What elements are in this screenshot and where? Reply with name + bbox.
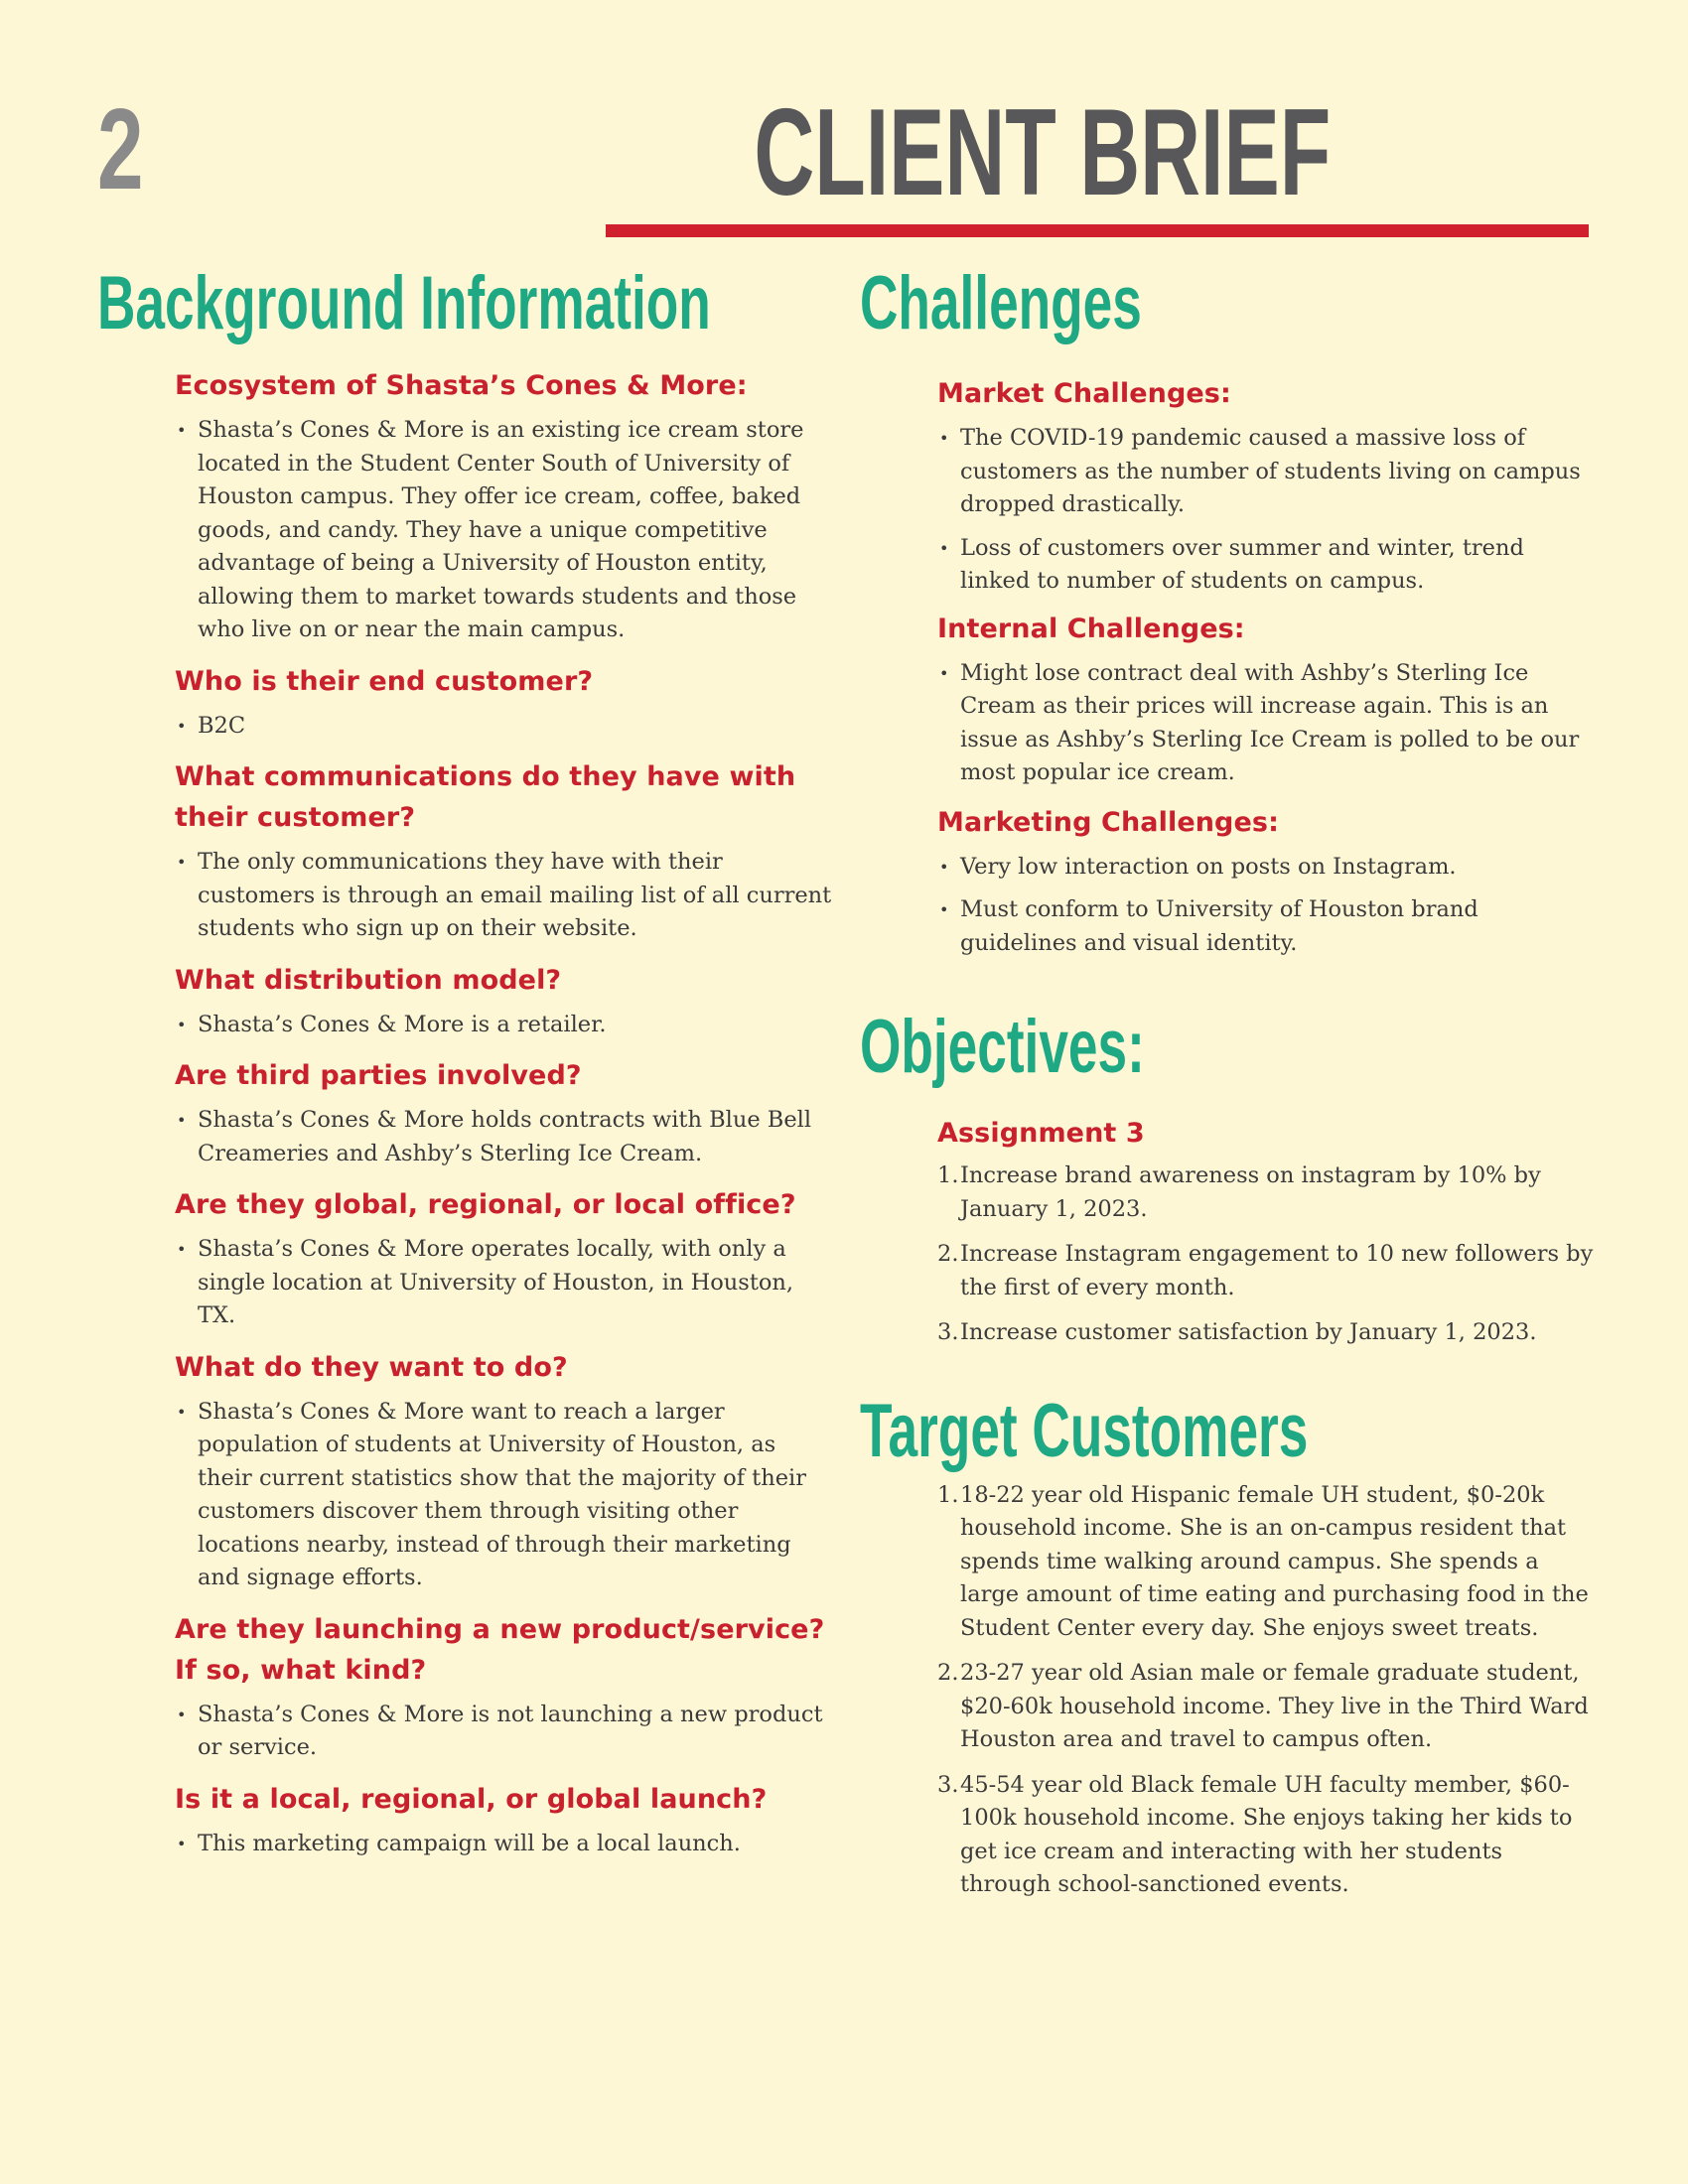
list-item: 3. 45-54 year old Black female UH faculty member, $60-100k household income. She enjoys taking her kids to get ice cream and interacting with her students through school-sanctioned events. xyxy=(937,1769,1595,1902)
page-title: CLIENT BRIEF xyxy=(754,84,1331,221)
background-subheading: Is it a local, regional, or global launch? xyxy=(175,1783,768,1815)
bullet-icon: • xyxy=(177,853,187,872)
list-item: • The COVID-19 pandemic caused a massive loss of customers as the number of students living on campus dropped drastically. xyxy=(937,422,1595,522)
challenges-subheading: Market Challenges: xyxy=(937,378,1231,409)
challenges-blocks xyxy=(860,373,1595,960)
background-column xyxy=(97,261,832,1860)
list-item: • Shasta’s Cones & More want to reach a larger population of students at University of Houston, as their current statistics show that the majority of their customers discover them through visiting other locations nearby, instead of through their marketing and signage efforts. xyxy=(175,1396,832,1595)
list-item: • Shasta’s Cones & More is not launching a new product or service. xyxy=(175,1699,832,1765)
list-number: 1. xyxy=(937,1481,959,1508)
list-item: • Shasta’s Cones & More operates locally, with only a single location at University of Houston, in Houston, TX. xyxy=(175,1233,832,1333)
background-subheading: Are they global, regional, or local office? xyxy=(175,1189,796,1220)
bullet-icon: • xyxy=(177,421,187,440)
targets-block xyxy=(860,1479,1595,1902)
targets-heading: Target Customers xyxy=(860,1388,1309,1473)
bullet-icon: • xyxy=(939,429,949,448)
bullet-icon: • xyxy=(177,1240,187,1259)
list-item: 2. 23-27 year old Asian male or female graduate student, $20-60k household income. They live in the Third Ward Houston area and travel to campus often. xyxy=(937,1657,1595,1757)
bullet-icon: • xyxy=(177,1705,187,1724)
challenges-subheading: Marketing Challenges: xyxy=(937,806,1279,838)
bullet-icon: • xyxy=(177,1834,187,1853)
list-item: 1. Increase brand awareness on instagram by 10% by January 1, 2023. xyxy=(937,1160,1595,1226)
bullet-icon: • xyxy=(177,1402,187,1422)
background-subheading: What do they want to do? xyxy=(175,1351,568,1383)
background-heading: Background Information xyxy=(97,261,711,345)
background-subheading: Who is their end customer? xyxy=(175,665,594,697)
bullet-icon: • xyxy=(939,663,949,683)
objectives-block xyxy=(860,1113,1595,1350)
list-number: 3. xyxy=(937,1319,959,1345)
challenges-heading: Challenges xyxy=(860,261,1142,345)
list-item: • Very low interaction on posts on Instagram. xyxy=(937,851,1595,885)
list-item: • Shasta’s Cones & More is an existing ice cream store located in the Student Center South of University of Houston campus. They offer ice cream, coffee, baked goods, and candy. They have a unique competitive advantage of being a University of Houston entity, allowing them to market towards students and those who live on or near the main campus. xyxy=(175,414,832,647)
list-item: • This marketing campaign will be a local launch. xyxy=(175,1828,832,1861)
bullet-icon: • xyxy=(177,1015,187,1034)
list-item: 1. 18-22 year old Hispanic female UH student, $0-20k household income. She is an on-campus resident that spends time walking around campus. She spends a large amount of time eating and purchasing food in the Student Center every day. She enjoys sweet treats. xyxy=(937,1479,1595,1646)
list-number: 1. xyxy=(937,1162,959,1188)
bullet-icon: • xyxy=(177,716,187,736)
bullet-icon: • xyxy=(939,538,949,558)
list-item: • B2C xyxy=(175,710,832,744)
list-item: 2. Increase Instagram engagement to 10 new followers by the first of every month. xyxy=(937,1238,1595,1304)
right-column xyxy=(860,261,1595,1902)
title-rule xyxy=(606,224,1589,237)
list-item: • Must conform to University of Houston brand guidelines and visual identity. xyxy=(937,893,1595,960)
list-number: 2. xyxy=(937,1241,959,1267)
background-subheading: What communications do they have with their customer? xyxy=(175,761,796,833)
background-blocks xyxy=(97,365,832,1860)
background-subheading: Are third parties involved? xyxy=(175,1060,582,1091)
background-subheading: Are they launching a new product/service? If so, what kind? xyxy=(175,1613,825,1686)
list-item: • The only communications they have with their customers is through an email mailing list of all current students who sign up on their website. xyxy=(175,846,832,946)
objectives-subheading: Assignment 3 xyxy=(937,1118,1145,1149)
list-item: • Shasta’s Cones & More holds contracts with Blue Bell Creameries and Ashby’s Sterling Ice Cream. xyxy=(175,1104,832,1170)
objectives-heading: Objectives: xyxy=(860,1005,1145,1089)
background-subheading: Ecosystem of Shasta’s Cones & More: xyxy=(175,370,748,401)
bullet-icon: • xyxy=(939,900,949,919)
challenges-subheading: Internal Challenges: xyxy=(937,613,1245,644)
list-item: • Loss of customers over summer and winter, trend linked to number of students on campus. xyxy=(937,532,1595,599)
list-item: 3. Increase customer satisfaction by January 1, 2023. xyxy=(937,1316,1595,1350)
list-number: 3. xyxy=(937,1771,959,1798)
bullet-icon: • xyxy=(939,857,949,877)
list-number: 2. xyxy=(937,1660,959,1686)
background-subheading: What distribution model? xyxy=(175,964,562,996)
list-item: • Shasta’s Cones & More is a retailer. xyxy=(175,1009,832,1042)
bullet-icon: • xyxy=(177,1111,187,1130)
list-item: • Might lose contract deal with Ashby’s Sterling Ice Cream as their prices will increase again. This is an issue as Ashby’s Sterling Ice Cream is polled to be our most popular ice cream. xyxy=(937,657,1595,790)
page-number: 2 xyxy=(97,84,144,213)
